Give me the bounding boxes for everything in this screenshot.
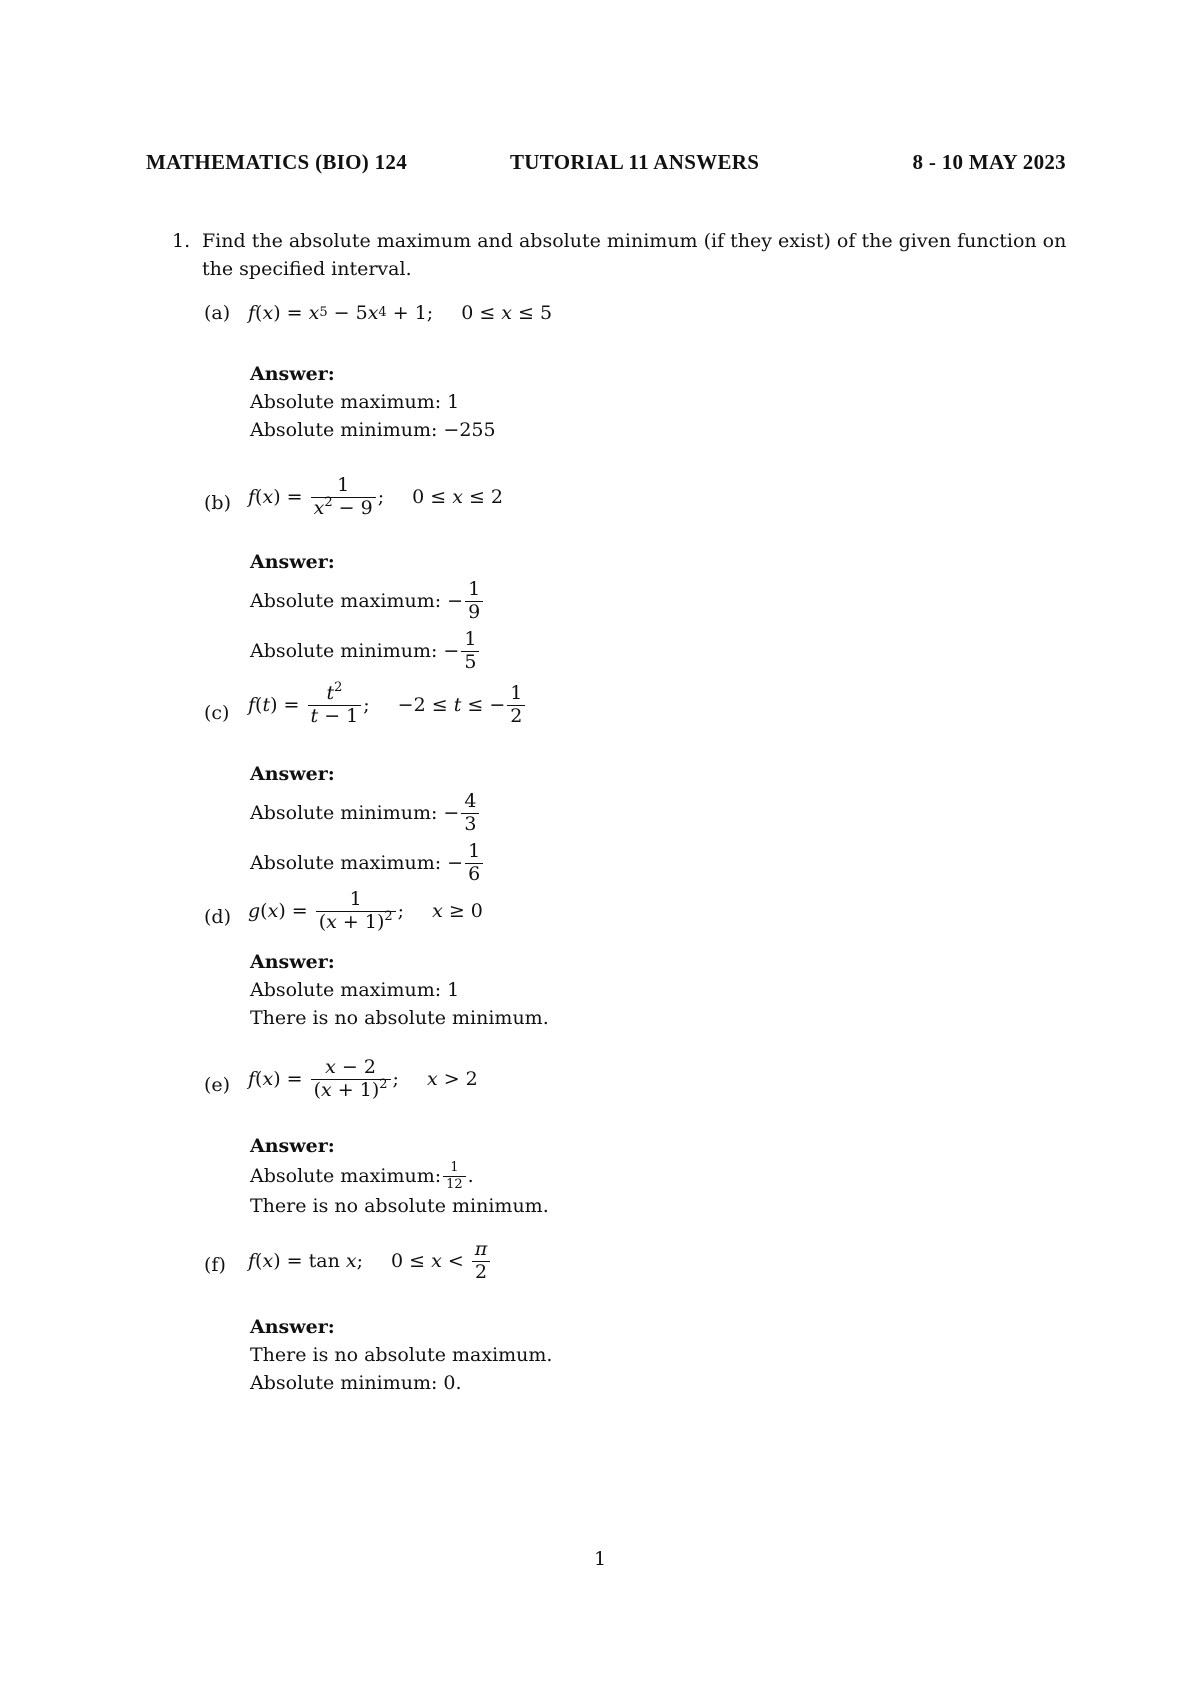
answer-line: Absolute maximum: 1 — [250, 979, 460, 1001]
part-f-function: f ( x ) = tan x ; 0 ≤ x < $\frac{\pi}{2}$ — [248, 1240, 492, 1283]
answer-line: Absolute maximum: 1 — [250, 391, 460, 413]
part-a-statement — [204, 302, 904, 358]
question-number: 1. — [172, 230, 191, 252]
answer-line: Absolute minimum: 0. — [250, 1372, 462, 1394]
answer-line: There is no absolute minimum. — [250, 1195, 549, 1217]
answer-text: Absolute maximum: − — [250, 590, 464, 612]
answer-text: Absolute maximum: − — [250, 852, 464, 874]
part-a-answer — [250, 360, 850, 444]
answer-fraction: $\frac{4}{3}$ — [461, 792, 479, 835]
answer-line — [250, 626, 850, 676]
answer-text: Absolute minimum: − — [250, 802, 460, 824]
answer-text: Absolute minimum: − — [250, 640, 460, 662]
answer-text: Absolute maximum: — [250, 1165, 442, 1187]
part-label: (f) — [204, 1254, 226, 1276]
part-b-answer — [250, 548, 850, 676]
answer-label: Answer: — [250, 551, 335, 573]
answer-line — [250, 788, 850, 838]
part-d-answer — [250, 948, 850, 1032]
part-e-function: f ( x ) = $\frac{x - 2}{(x + 1)^2}$ ; x > 2 — [248, 1056, 478, 1101]
page-number: 1 — [593, 1548, 607, 1570]
part-c-answer — [250, 760, 850, 888]
part-label: (e) — [204, 1074, 231, 1096]
part-e-statement — [204, 1058, 904, 1118]
answer-fraction: $\frac{1}{9}$ — [465, 580, 483, 623]
tutorial-title: TUTORIAL 11 ANSWERS — [510, 150, 760, 174]
part-label: (b) — [204, 492, 231, 514]
answer-line: There is no absolute maximum. — [250, 1344, 553, 1366]
answer-label: Answer: — [250, 951, 335, 973]
part-d-statement — [204, 890, 904, 950]
answer-label: Answer: — [250, 363, 335, 385]
tutorial-date: 8 - 10 MAY 2023 — [912, 150, 1066, 174]
answer-line — [250, 1160, 850, 1192]
answer-line: There is no absolute minimum. — [250, 1007, 549, 1029]
part-a-function: f ( x ) = x 5 − 5 x 4 + 1; 0 ≤ x ≤ 5 — [248, 302, 553, 324]
question-text: Find the absolute maximum and absolute minimum (if they exist) of the given function on the specified interval. — [202, 230, 1067, 280]
part-label: (c) — [204, 702, 230, 724]
answer-label: Answer: — [250, 1316, 335, 1338]
part-c-function: f ( t ) = $\frac{t^2}{t - 1}$ ; −2 ≤ t ≤ − $\frac{1}{2}$ — [248, 684, 527, 727]
answer-line: Absolute minimum: −255 — [250, 419, 496, 441]
answer-label: Answer: — [250, 1135, 335, 1157]
answer-fraction: $\frac{1}{5}$ — [461, 630, 479, 673]
answer-text: . — [467, 1165, 474, 1187]
part-label: (d) — [204, 906, 231, 928]
page-header — [146, 150, 1066, 180]
part-f-answer — [250, 1313, 850, 1397]
part-b-statement — [204, 476, 904, 536]
answer-fraction: $\frac{1}{6}$ — [465, 842, 483, 885]
answer-label: Answer: — [250, 763, 335, 785]
part-label: (a) — [204, 302, 231, 324]
part-b-function: f ( x ) = $\frac{1}{x^2 - 9}$ ; 0 ≤ x ≤ 2 — [248, 474, 504, 519]
course-title: MATHEMATICS (BIO) 124 — [146, 150, 408, 174]
part-d-function: g ( x ) = $\frac{1}{(x + 1)^2}$ ; x ≥ 0 — [248, 888, 483, 933]
part-f-statement — [204, 1240, 904, 1296]
answer-fraction: $\frac{1}{12}$ — [443, 1161, 466, 1191]
answer-line — [250, 838, 850, 888]
answer-line — [250, 576, 850, 626]
part-c-statement — [204, 680, 904, 748]
part-e-answer — [250, 1132, 850, 1220]
